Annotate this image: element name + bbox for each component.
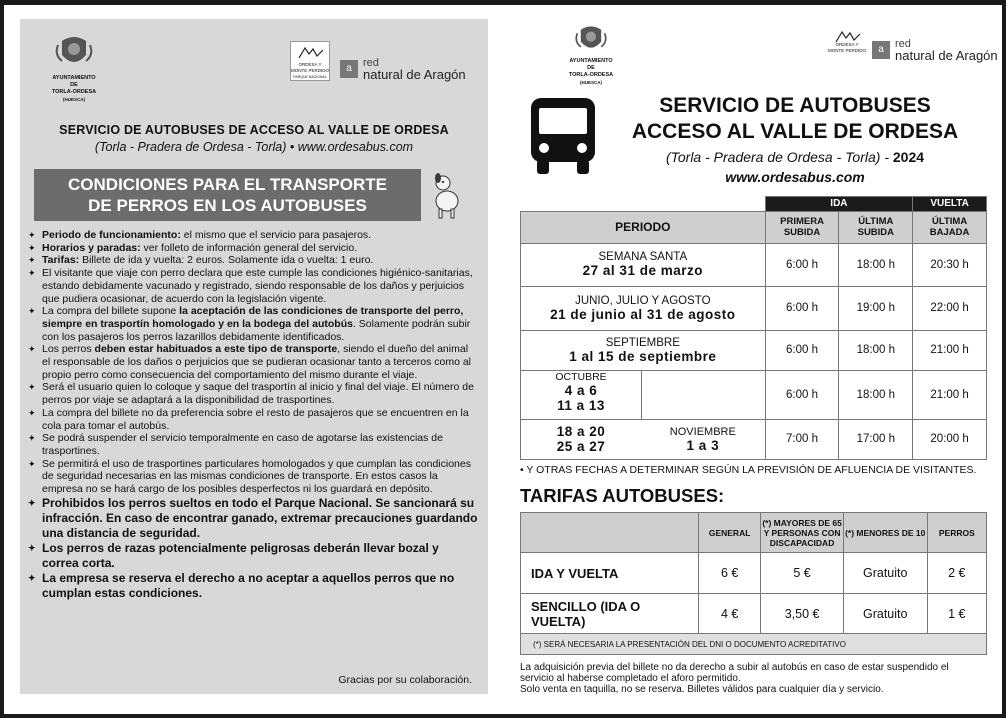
header-vuelta: VUELTA [913,197,987,212]
aragon-a-icon: a [340,60,358,78]
ordesa-park-logo: ORDESA Y MONTE PERDIDO PARQUE NACIONAL [290,41,330,81]
conditions-banner: CONDICIONES PARA EL TRANSPORTE DE PERROS EN LOS AUTOBUSES [34,169,421,221]
list-item: ✦ Los perros deben estar habituados a este tipo de transporte, siendo el dueño del animal el responsable de los daños o perjuicios que se pudieran ocasionar tanto a terceros como al propio perro como consecuencia del comportamiento del mismo durante el viaje. [28,343,478,381]
header-mayores: (*) MAYORES DE 65 Y PERSONAS CON DISCAPACIDAD [761,513,843,553]
bottom-note: La adquisición previa del billete no da derecho a subir al autobús en caso de estar suspendido el servicio al haberse completado el aforo permitido. Solo venta en taquilla, no se reserva. Billetes válidos para cualquier día y servicio. [520,662,949,695]
municipality-label: AYUNTAMIENTO DE TORLA-ORDESA (HUESCA) [51,75,97,102]
route-subtitle: (Torla - Pradera de Ordesa - Torla) - 2024 [665,149,925,165]
table-row: OCTUBRE 4 a 6 11 a 13 6:00 h 18:00 h 21:00 h [521,370,987,419]
tarifas-title: TARIFAS AUTOBUSES: [520,485,725,506]
table-row: SENCILLO (IDA O VUELTA) 4 € 3,50 € Gratuito 1 € [521,594,987,634]
list-item: ✦ Horarios y paradas: ver folleto de información general del servicio. [28,242,478,255]
table-row: SEPTIEMBRE 1 al 15 de septiembre 6:00 h 18:00 h 21:00 h [521,330,987,370]
header-general: GENERAL [698,513,760,553]
ordesa-park-logo: ORDESA Y MONTE PERDIDO [828,26,866,62]
list-item: ✦ Se podrá suspender el servicio temporalmente en caso de agotarse las existencias de trasportines. [28,432,478,457]
list-item: ✦ Se permitirá el uso de trasportines particulares homologados y que cumplan las condiciones de seguridad necesarias en las mismas condiciones de transporte. En estos casos la empresa no se hará cargo de los posibles desperfectos ni los guardará en depósito. [28,458,478,496]
left-title: SERVICIO DE AUTOBUSES DE ACCESO AL VALLE DE ORDESA [59,123,449,137]
dog-conditions-panel [20,19,488,694]
table-row: 18 a 20 25 a 27 NOVIEMBRE 1 a 3 7:00 h 17:00 h 20:00 h [521,419,987,459]
list-item: ✦ La compra del billete supone la aceptación de las condiciones de transporte del perro, siempre en trasportín homologado y en la bodega del autobús. Solamente podrán subir con los pasajeros los perros lazarillos debidamente identificados. [28,305,478,343]
website-url: www.ordesabus.com [725,169,865,185]
page-title: SERVICIO DE AUTOBUSES ACCESO AL VALLE DE ORDESA [631,94,959,143]
list-item: ✦ Prohibidos los perros sueltos en todo el Parque Nacional. Se sancionará su infracción. En caso de encontrar ganado, extremar precauciones guardando una distancia de seguridad. [28,496,478,541]
left-subtitle: (Torla - Pradera de Ordesa - Torla) • www.ordesabus.com [94,140,414,154]
conditions-list [28,229,478,601]
aragon-a-icon: a [872,41,890,59]
schedule-note: • Y OTRAS FECHAS A DETERMINAR SEGÚN LA PREVISIÓN DE AFLUENCIA DE VISITANTES. [520,464,977,476]
table-row: IDA Y VUELTA 6 € 5 € Gratuito 2 € [521,553,987,594]
red-natural-aragon-logo: a red natural de Aragón [872,38,998,62]
header-ida: IDA [765,197,913,212]
red-natural-aragon-logo: a red natural de Aragón [340,57,466,81]
coat-of-arms-icon [54,35,94,71]
list-item: ✦ Tarifas: Billete de ida y vuelta: 2 euros. Solamente ida o vuelta: 1 euro. [28,254,478,267]
fares-table [520,512,987,655]
header-primera-subida: PRIMERA SUBIDA [765,211,839,243]
dog-icon [427,169,467,219]
header-menores: (*) MENORES DE 10 [843,513,927,553]
list-item: ✦ Será el usuario quien lo coloque y saque del trasportín al inicio y final del viaje. El número de perros por viaje se adaptará a la disponibilidad de trasportines. [28,381,478,406]
header-ultima-bajada: ÚLTIMA BAJADA [913,211,987,243]
fares-footnote: (*) SERÁ NECESARIA LA PRESENTACIÓN DEL DNI O DOCUMENTO ACREDITATIVO [521,634,987,655]
list-item: ✦ Los perros de razas potencialmente peligrosas deberán llevar bozal y correa corta. [28,541,478,571]
municipality-label: AYUNTAMIENTO DE TORLA-ORDESA (HUESCA) [568,58,614,85]
header-perros: PERROS [927,513,986,553]
list-item: ✦ Periodo de funcionamiento: el mismo que el servicio para pasajeros. [28,229,478,242]
header-ultima-subida: ÚLTIMA SUBIDA [839,211,913,243]
list-item: ✦ La empresa se reserva el derecho a no aceptar a aquellos perros que no cumplan estas condiciones. [28,571,478,601]
bus-icon [527,96,599,176]
coat-of-arms-icon [574,24,608,56]
schedule-table [520,196,987,460]
table-row: SEMANA SANTA 27 al 31 de marzo 6:00 h 18:00 h 20:30 h [521,243,987,286]
list-item: ✦ La compra del billete no da preferencia sobre el resto de pasajeros que se encuentren en la cola para tomar el autobús. [28,407,478,432]
thanks-text: Gracias por su colaboración. [338,674,472,686]
header-periodo: PERIODO [521,211,766,243]
table-row: JUNIO, JULIO Y AGOSTO 21 de junio al 31 de agosto 6:00 h 19:00 h 22:00 h [521,286,987,330]
list-item: ✦ El visitante que viaje con perro declara que este cumple las condiciones higiénico-sanitarias, estando debidamente vacunado y registrado, siendo responsable de los daños y perjuicios que pudiera ocasionar, de acuerdo con la legislación vigente. [28,267,478,305]
